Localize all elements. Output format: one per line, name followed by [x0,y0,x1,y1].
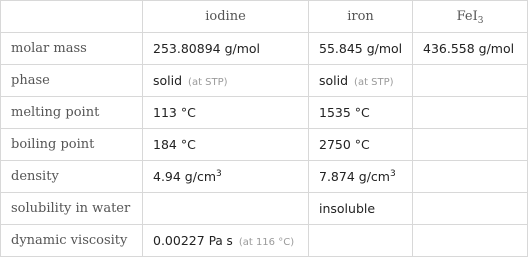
table-row-viscosity [1,225,528,257]
table-row-boiling-point [1,129,528,161]
cell-iron-solubility: insoluble [309,193,413,225]
cell-fei3-molar-mass: 436.558 g/mol [413,33,528,65]
cell-fei3-solubility [413,193,528,225]
table-row-phase [1,65,528,97]
iron-phase-value: solid [319,73,349,88]
cell-iron-boiling-point: 2750 °C [309,129,413,161]
header-iodine: iodine [143,1,309,33]
table-row-solubility [1,193,528,225]
iron-density-value: 7.874 g/cm [319,169,390,184]
cell-iodine-density [143,161,309,193]
cell-iodine-melting-point: 113 °C [143,97,309,129]
iodine-density-value: 4.94 g/cm [153,169,217,184]
iron-phase-note: (at STP) [354,77,394,88]
header-fei3 [413,1,528,33]
cell-fei3-boiling-point [413,129,528,161]
cell-iodine-molar-mass: 253.80894 g/mol [143,33,309,65]
cell-fei3-phase [413,65,528,97]
row-label-melting-point: melting point [1,97,143,129]
iodine-density-exponent: 3 [216,169,222,179]
cell-iodine-viscosity [143,225,309,257]
row-label-solubility: solubility in water [1,193,143,225]
table-row-density [1,161,528,193]
iodine-phase-note: (at STP) [188,77,228,88]
iodine-viscosity-value: 0.00227 [153,233,205,248]
cell-iodine-boiling-point: 184 °C [143,129,309,161]
cell-iron-density [309,161,413,193]
table-row-melting-point [1,97,528,129]
cell-fei3-density [413,161,528,193]
iodine-viscosity-unit: Pa s [208,234,233,248]
header-fei3-base: FeI [456,9,478,24]
cell-iodine-solubility [143,193,309,225]
cell-fei3-viscosity [413,225,528,257]
row-label-molar-mass: molar mass [1,33,143,65]
cell-iron-melting-point: 1535 °C [309,97,413,129]
header-row [1,1,528,33]
cell-iodine-phase [143,65,309,97]
header-fei3-subscript: 3 [477,16,484,26]
cell-iron-molar-mass: 55.845 g/mol [309,33,413,65]
row-label-boiling-point: boiling point [1,129,143,161]
table-row-molar-mass [1,33,528,65]
iodine-viscosity-note: (at 116 °C) [238,237,295,248]
row-label-viscosity: dynamic viscosity [1,225,143,257]
cell-iron-phase [309,65,413,97]
row-label-phase: phase [1,65,143,97]
corner-cell [1,1,143,33]
iron-density-exponent: 3 [389,169,396,179]
cell-iron-viscosity [309,225,413,257]
row-label-density: density [1,161,143,193]
cell-fei3-melting-point [413,97,528,129]
iodine-phase-value: solid [153,73,183,88]
header-iron: iron [309,1,413,33]
